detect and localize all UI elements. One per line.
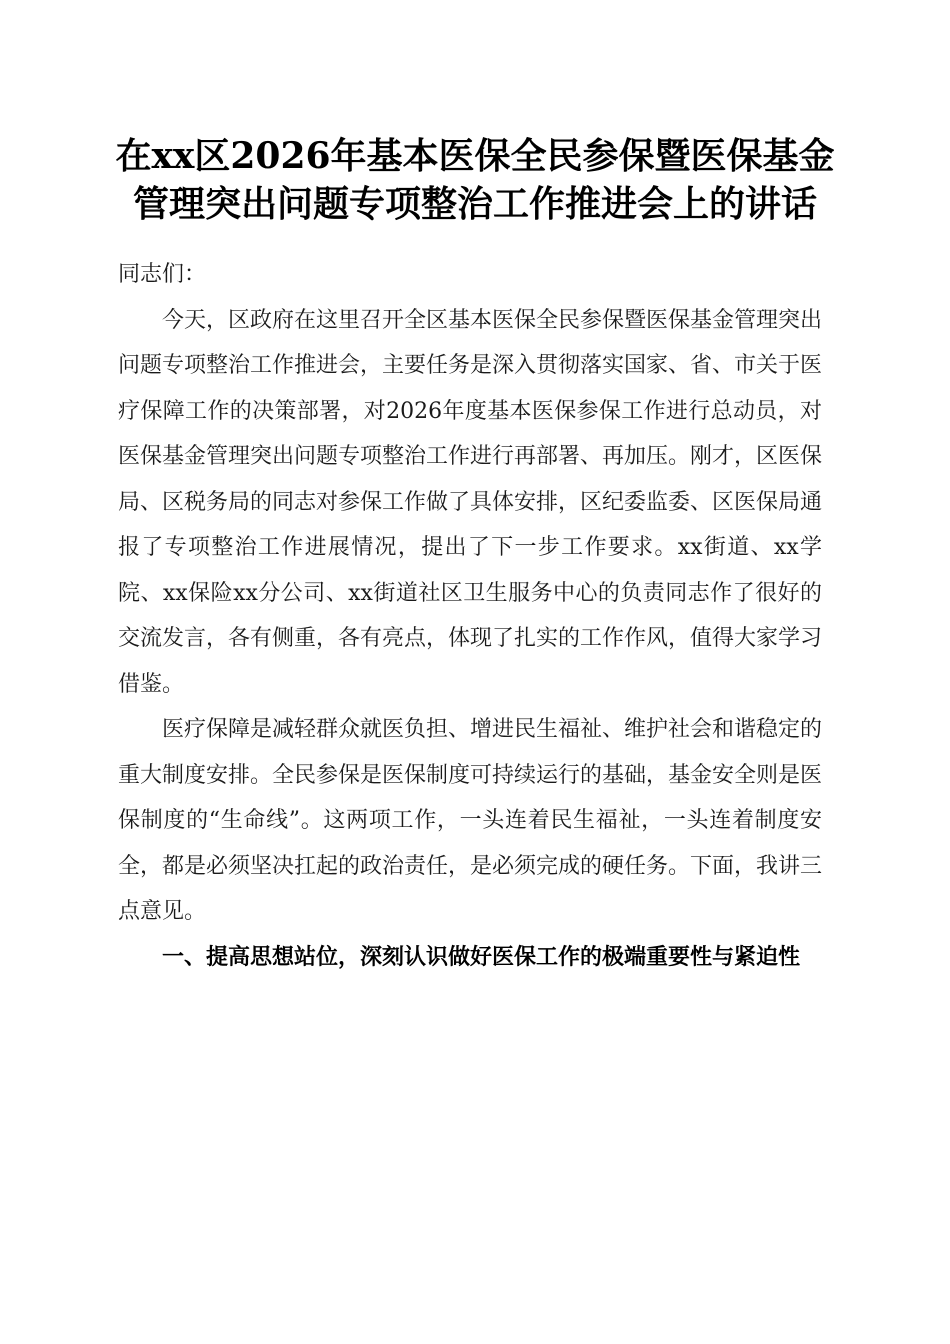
section-heading-1: 一、提高思想站位，深刻认识做好医保工作的极端重要性与紧迫性 — [162, 944, 801, 970]
paragraph-2: 医疗保障是减轻群众就医负担、增进民生福祉、维护社会和谐稳定的重大制度安排。全民参保是医保制度可持续运行的基础，基金安全则是医保制度的“生命线”。这两项工作，一头连着民生福祉，一头连着制度安全，都是必须坚决扛起的政治责任，是必须完成的硬任务。下面，我讲三点意见。 — [118, 717, 823, 924]
title-line-1: 在xx区2026年基本医保全民参保暨医保基金 — [115, 135, 835, 177]
title-line-2: 管理突出问题专项整治工作推进会上的讲话 — [132, 183, 817, 225]
paragraph-1: 今天，区政府在这里召开全区基本医保全民参保暨医保基金管理突出问题专项整治工作推进会，主要任务是深入贯彻落实国家、省、市关于医疗保障工作的决策部署，对2026年度基本医保参保工作进行总动员，对医保基金管理突出问题专项整治工作进行再部署、再加压。刚才，区医保局、区税务局的同志对参保工作做了具体安排，区纪委监委、区医保局通报了专项整治工作进展情况，提出了下一步工作要求。xx街道、xx学院、xx保险xx分公司、xx街道社区卫生服务中心的负责同志作了很好的交流发言，各有侧重，各有亮点，体现了扎实的工作作风，值得大家学习借鉴。 — [118, 307, 823, 697]
document-body — [118, 252, 822, 980]
salutation: 同志们： — [118, 262, 207, 287]
document-title — [110, 132, 840, 228]
